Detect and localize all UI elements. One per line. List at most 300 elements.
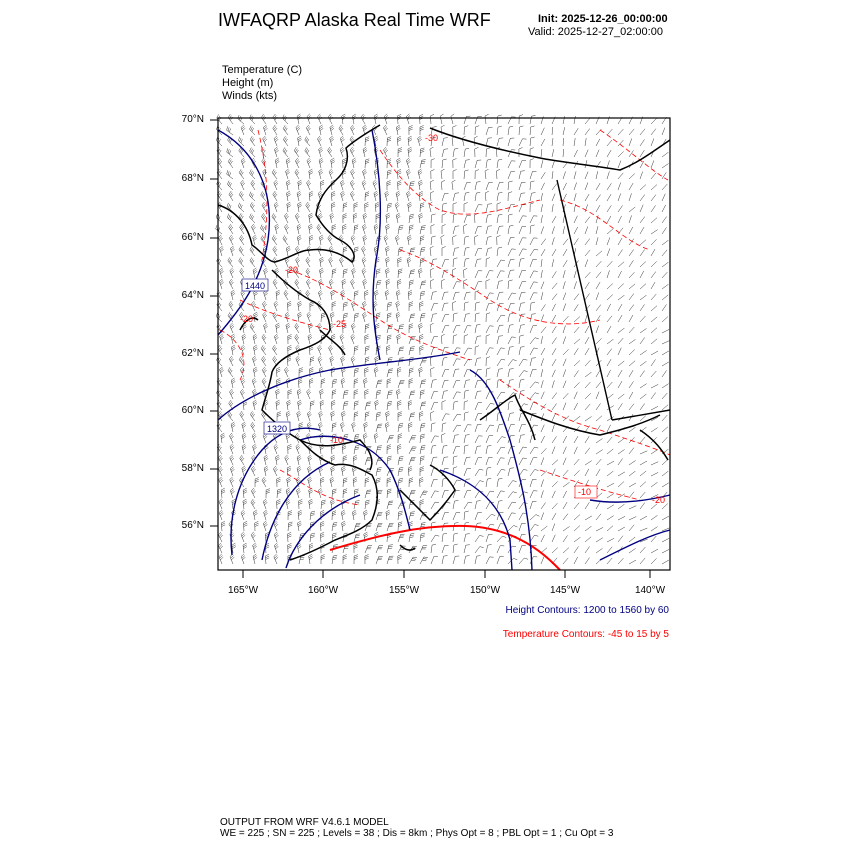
wind-barb [530,458,537,465]
wind-barb [662,205,666,212]
wind-barb [607,304,611,311]
field-label-height: Height (m) [222,77,274,89]
wind-barb [541,327,546,333]
wind-barb [376,457,383,465]
wind-barb [508,192,512,201]
wind-barb [486,326,494,333]
wind-barb [351,334,355,344]
wind-barb [607,229,613,234]
wind-barb [640,404,645,411]
wind-barb [408,422,412,432]
wind-barb [277,477,281,487]
wind-barb [442,326,449,333]
wind-barb [420,390,425,399]
wind-barb [298,521,302,531]
wind-barb [475,391,481,399]
wind-barb [607,538,614,542]
wind-barb [596,305,601,311]
wind-barb [607,270,610,278]
wind-barb [464,126,468,135]
wind-barb [341,378,345,388]
temp-label-b: -20 [285,265,299,275]
wind-barb [442,401,446,411]
wind-barb [486,226,492,234]
wind-barb [330,477,334,487]
wind-barb [651,218,657,223]
wind-barb [629,339,636,344]
wind-barb [607,494,614,498]
wind-barb [241,532,245,542]
wind-barb [431,502,439,509]
wind-barb [374,290,378,300]
wind-barb [508,249,516,256]
wind-barb [310,511,315,520]
wind-barb [563,215,565,223]
wind-barb [640,250,645,257]
wind-barb [351,356,355,366]
wind-barb [320,268,324,278]
wind-barb [497,556,504,564]
wind-barb [519,303,525,311]
wind-barb [298,301,302,311]
wind-barb [442,225,446,235]
wind-barb [475,556,481,565]
wind-barb [398,423,403,432]
wind-barb [640,205,643,212]
wind-barb [376,380,382,388]
wind-barb [263,312,267,322]
wind-barb [387,489,391,498]
wind-barb [250,170,256,180]
wind-barb [420,301,424,311]
wind-barb [406,158,410,168]
wind-barb [464,326,471,333]
wind-barb [596,439,603,444]
wind-barb [409,533,414,542]
wind-barb [574,128,578,135]
wind-barb [442,292,448,300]
wind-barb [552,481,558,487]
wind-barb [508,214,513,223]
wind-barb [585,314,587,322]
wind-barb [475,170,479,179]
wind-barb [607,382,612,388]
wind-barb [241,554,245,564]
wind-barb [276,389,280,399]
wind-barb [328,114,332,124]
wind-barb [387,137,391,146]
wind-barb [318,356,322,366]
wind-barb [607,558,612,564]
wind-barb [596,261,601,267]
wind-barb [607,284,613,290]
legend-temperature-contours: Temperature Contours: -45 to 15 by 5 [502,629,669,640]
wind-barb [475,182,481,191]
wind-barb [530,525,539,532]
wind-barb [386,213,390,223]
wind-barb [451,114,454,124]
wind-barb [662,370,667,377]
wind-barb [398,434,402,443]
wind-barb [409,478,413,487]
wind-barb [387,545,393,553]
wind-barb [320,257,324,267]
wind-barb [596,326,599,334]
wind-barb [453,258,457,267]
wind-barb [662,437,667,443]
wind-barb [283,235,288,245]
wind-barb [252,356,256,366]
wind-barb [541,270,542,278]
model-info: OUTPUT FROM WRF V4.6.1 MODEL [220,817,389,828]
wind-barb [486,335,490,344]
wind-barb [243,543,247,553]
wind-barb [629,560,636,564]
wind-barb [398,467,403,476]
wind-barb [354,390,358,399]
wind-barb [574,227,578,234]
wind-barb [475,259,481,267]
wind-barb [541,160,543,168]
wind-barb [552,380,554,388]
wind-barb [263,125,267,135]
wind-barb [651,549,658,553]
wind-barb [385,191,389,201]
wind-barb [640,316,645,322]
wind-barb [229,301,233,311]
wind-barb [640,492,645,498]
wind-barb [574,361,580,367]
wind-barb [387,436,394,443]
wind-barb [640,394,646,399]
wind-barb [486,237,492,246]
wind-barb [475,126,479,135]
wind-barb [453,193,459,201]
wind-barb [330,213,334,223]
wind-barb [497,491,505,498]
wind-barb [239,246,244,256]
wind-barb [340,422,344,432]
wind-barb [574,403,578,410]
wind-barb [420,434,425,443]
wind-barb [651,230,658,234]
wind-barb [552,503,558,509]
wind-barb [396,191,400,201]
wind-barb [640,217,645,223]
wind-barb [485,114,489,124]
wind-barb [387,478,391,487]
wind-barb [229,279,233,289]
wind-barb [354,225,358,234]
wind-barb [365,202,369,212]
wind-barb [387,379,391,388]
wind-barb [552,149,554,157]
wind-barb [409,512,415,520]
wind-barb [442,357,447,366]
wind-barb [552,127,553,135]
wind-barb [640,304,645,311]
wind-barb [409,379,413,389]
wind-barb [497,336,503,344]
wind-barb [552,424,555,432]
wind-barb [486,271,493,278]
wind-barb [244,521,248,531]
wind-barb [497,424,503,432]
wind-barb [406,191,410,201]
wind-barb [530,203,534,212]
wind-barb [418,268,422,278]
wind-barb [442,556,448,565]
wind-barb [354,313,359,322]
wind-barb [563,337,566,345]
wind-barb [431,337,438,344]
wind-barb [629,517,636,520]
wind-barb [297,389,301,399]
wind-barb [618,205,623,212]
wind-barb [475,324,480,333]
wind-barb [376,424,382,432]
wind-barb [596,293,599,301]
wind-barb [519,227,526,234]
wind-barb [352,268,356,278]
wind-barb [387,556,393,564]
wind-barb [332,511,336,520]
wind-barb [386,257,390,267]
wind-barb [229,235,233,245]
wind-barb [486,425,494,432]
wind-barb [330,136,334,146]
wind-barb [431,436,439,443]
wind-barb [262,213,267,223]
wind-barb [253,235,257,245]
wind-barb [508,303,515,311]
wind-barb [464,160,470,168]
wind-barb [475,147,479,157]
wind-barb [354,379,358,388]
wind-barb [585,250,590,256]
wind-barb [651,118,657,124]
wind-barb [563,535,568,542]
wind-barb [352,114,356,124]
wind-barb [530,216,537,223]
wind-barb [497,271,505,278]
wind-barb [218,455,222,465]
wind-barb [552,337,557,344]
wind-barb [618,315,622,322]
wind-barb [408,290,412,300]
wind-barb [365,490,371,498]
wind-barb [231,334,235,344]
wind-barb [284,213,288,223]
wind-barb [475,249,482,256]
wind-barb [441,235,445,245]
wind-barb [387,170,392,179]
wind-barb [475,160,481,168]
wind-barb [442,159,447,168]
lat-label-60: 60°N [181,405,204,416]
wind-barb [640,161,644,168]
wind-barb [431,491,439,498]
wind-barb [309,488,313,498]
wind-barb [240,235,245,245]
wind-barb [629,174,635,180]
wind-barb [363,312,367,322]
wind-barb [464,425,471,432]
wind-barb [662,393,667,399]
wind-barb [607,526,613,531]
wind-barb [218,543,222,553]
wind-barb [398,534,405,542]
wind-barb [365,159,369,168]
wind-barb [574,193,576,201]
wind-barb [475,424,482,432]
wind-barb [330,125,334,135]
wind-barb [552,404,557,411]
wind-barb [629,427,635,432]
wind-barb [352,158,356,168]
wind-barb [618,338,623,344]
wind-barb [640,371,645,378]
wind-barb [519,513,527,520]
wind-barb [519,216,527,223]
wind-barb [230,246,234,256]
wind-barb [332,489,337,498]
wind-barb [497,126,502,135]
wind-barb [651,317,657,322]
wind-barb [230,389,234,399]
wind-barb [431,557,438,565]
wind-barb [229,224,233,234]
wind-barb [318,290,322,300]
wind-barb [442,260,449,268]
wind-barb [596,502,600,509]
wind-barb [464,380,470,388]
wind-barb [563,116,565,124]
wind-barb [453,414,461,421]
wind-barb [263,521,267,531]
wind-barb [295,334,299,344]
wind-barb [253,444,257,454]
wind-barb [319,169,323,179]
wind-barb [574,339,580,344]
wind-barb [228,158,233,168]
wind-barb [288,532,292,542]
wind-barb [363,279,367,289]
wind-barb [363,213,367,223]
wind-barb [486,293,494,300]
wind-barb [431,380,437,389]
wind-barb [585,260,588,268]
wind-barb [618,284,624,290]
wind-barb [384,114,388,124]
wind-barb [541,557,544,564]
wind-barb [299,368,303,377]
wind-barb [453,392,461,399]
wind-barb [530,470,539,477]
wind-barb [332,269,336,278]
wind-barb [552,548,558,554]
wind-barb [231,345,235,355]
wind-barb [343,555,347,564]
wind-barb [409,280,414,289]
wind-barb [231,378,235,388]
wind-barb [464,502,472,509]
wind-barb [640,516,647,520]
wind-barb [354,544,358,554]
wind-barb [365,412,369,421]
wind-barb [629,260,633,267]
wind-barb [420,334,424,344]
wind-barb [585,172,588,179]
wind-barb [464,457,470,465]
wind-barb [285,224,289,234]
wind-barb [629,548,636,553]
wind-barb [464,116,470,124]
wind-barb [541,458,544,466]
wind-barb [238,115,244,124]
wind-barb [596,315,600,322]
wind-barb [442,545,449,553]
wind-barb [442,380,449,388]
wind-barb [629,272,635,278]
wind-barb [530,126,535,135]
wind-barb [585,417,592,422]
wind-barb [662,184,667,190]
wind-barb [541,227,544,235]
wind-barb [431,259,437,267]
wind-barb [464,348,472,355]
wind-barb [397,444,401,454]
wind-barb [475,302,480,311]
wind-barb [453,313,458,322]
wind-barb [319,158,323,168]
wind-barb [227,170,233,179]
wind-barb [387,302,392,311]
wind-barb [420,491,428,498]
wind-barb [251,422,255,432]
wind-barb [298,510,302,520]
wind-barb [563,381,566,388]
wind-barb [618,238,622,245]
wind-barb [262,477,266,487]
wind-barb [431,535,439,542]
wind-barb [221,488,225,498]
wind-barb [351,279,355,289]
wind-barb [530,249,538,256]
wind-barb [362,257,366,267]
wind-barb [574,447,577,454]
wind-barb [563,514,568,520]
wind-barb [430,246,434,256]
wind-barb [508,270,514,278]
wind-barb [574,304,578,311]
wind-barb [251,224,255,234]
wind-barb [274,554,278,564]
wind-barb [398,148,402,157]
wind-barb [541,425,544,432]
wind-barb [442,414,450,421]
wind-barb [453,326,460,333]
wind-barb [519,115,523,124]
wind-barb [239,257,244,267]
wind-barb [374,224,378,234]
wind-barb [431,411,435,421]
wind-barb [530,302,535,311]
wind-barb [453,401,458,410]
wind-barb [552,414,555,421]
wind-barb [353,477,357,487]
wind-barb [464,469,471,477]
